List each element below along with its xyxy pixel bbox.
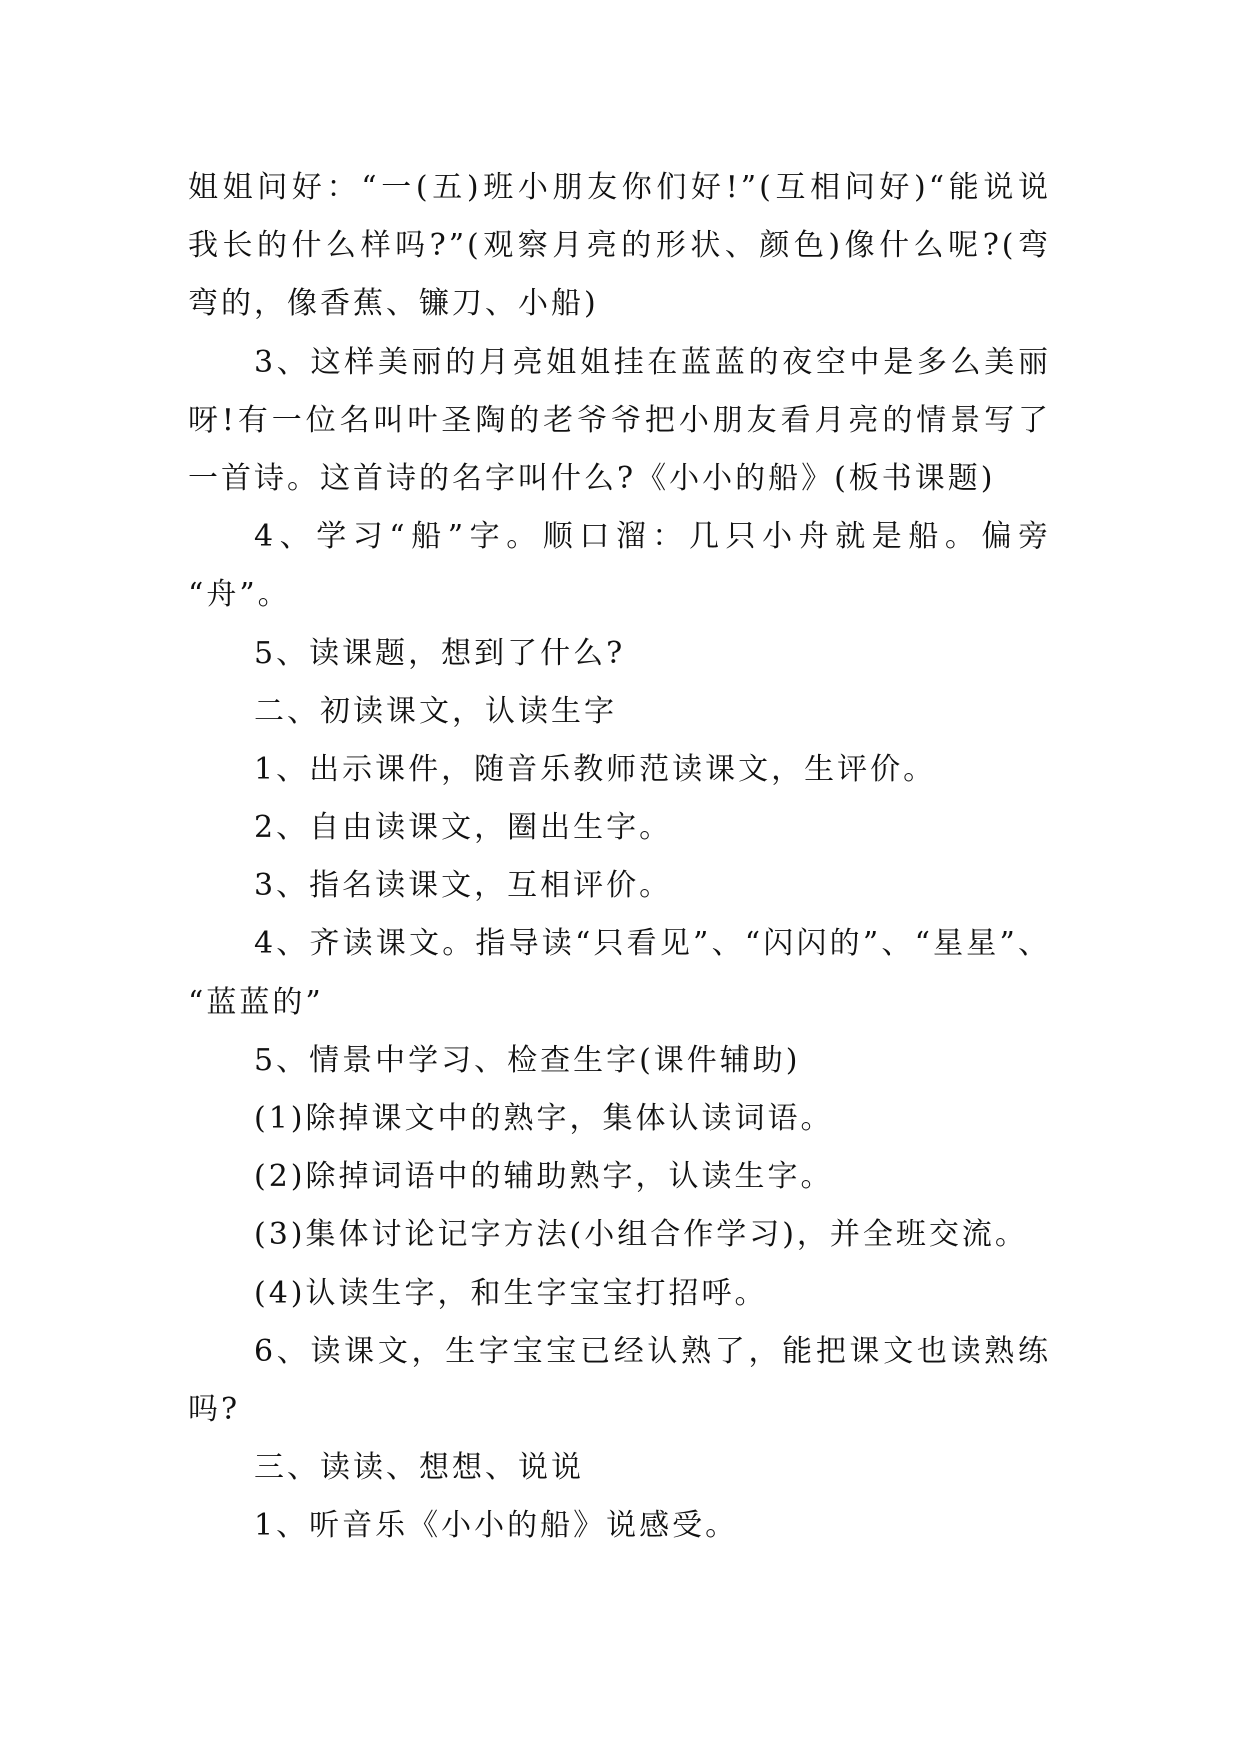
paragraph	[188, 625, 1051, 683]
text-line: 吗?	[188, 1391, 241, 1427]
document-body	[188, 159, 1051, 1556]
text-line: 3、指名读课文，互相评价。	[254, 868, 673, 904]
text-line: 2、自由读课文，圈出生字。	[254, 810, 673, 846]
paragraph	[188, 1497, 1051, 1555]
text-line: 4、学习“船”字。顺口溜：几只小舟就是船。偏旁	[254, 519, 1051, 555]
paragraph	[188, 1265, 1051, 1323]
text-line: (3)集体讨论记字方法(小组合作学习)，并全班交流。	[254, 1217, 1028, 1253]
text-line: 5、情景中学习、检查生字(课件辅助)	[254, 1042, 801, 1078]
paragraph	[188, 1148, 1051, 1206]
text-line: 5、读课题，想到了什么?	[254, 635, 626, 671]
paragraph	[188, 1090, 1051, 1148]
paragraph	[188, 159, 1051, 334]
text-line: “蓝蓝的”	[188, 984, 324, 1020]
paragraph	[188, 799, 1051, 857]
paragraph	[188, 741, 1051, 799]
text-line: (2)除掉词语中的辅助熟字，认读生字。	[254, 1159, 834, 1195]
text-line: 1、听音乐《小小的船》说感受。	[254, 1508, 739, 1544]
paragraph	[188, 915, 1051, 1031]
text-line: (4)认读生字，和生字宝宝打招呼。	[254, 1275, 768, 1311]
text-line: 6、读课文，生字宝宝已经认熟了，能把课文也读熟练	[254, 1333, 1051, 1369]
section-heading	[188, 683, 1051, 741]
text-line: 我长的什么样吗?”(观察月亮的形状、颜色)像什么呢?(弯	[188, 228, 1051, 264]
text-line: 4、齐读课文。指导读“只看见”、“闪闪的”、“星星”、	[254, 926, 1051, 962]
text-line: (1)除掉课文中的熟字，集体认读词语。	[254, 1101, 834, 1136]
text-line: 姐姐问好：“一(五)班小朋友你们好!”(互相问好)“能说说	[188, 170, 1051, 205]
text-line: 3、这样美丽的月亮姐姐挂在蓝蓝的夜空中是多么美丽	[254, 344, 1051, 380]
paragraph	[188, 508, 1051, 624]
paragraph	[188, 334, 1051, 509]
paragraph	[188, 1032, 1051, 1090]
text-line: 呀!有一位名叫叶圣陶的老爷爷把小朋友看月亮的情景写了	[188, 402, 1051, 438]
section-heading	[188, 1439, 1051, 1497]
text-line: 一首诗。这首诗的名字叫什么?《小小的船》(板书课题)	[188, 460, 996, 496]
text-line: “舟”。	[188, 577, 291, 613]
text-line: 二、初读课文，认读生字	[254, 693, 617, 729]
text-line: 弯的，像香蕉、镰刀、小船)	[188, 286, 599, 322]
paragraph	[188, 857, 1051, 915]
text-line: 三、读读、想想、说说	[254, 1450, 584, 1486]
paragraph	[188, 1206, 1051, 1264]
text-line: 1、出示课件，随音乐教师范读课文，生评价。	[254, 751, 937, 787]
paragraph	[188, 1323, 1051, 1439]
